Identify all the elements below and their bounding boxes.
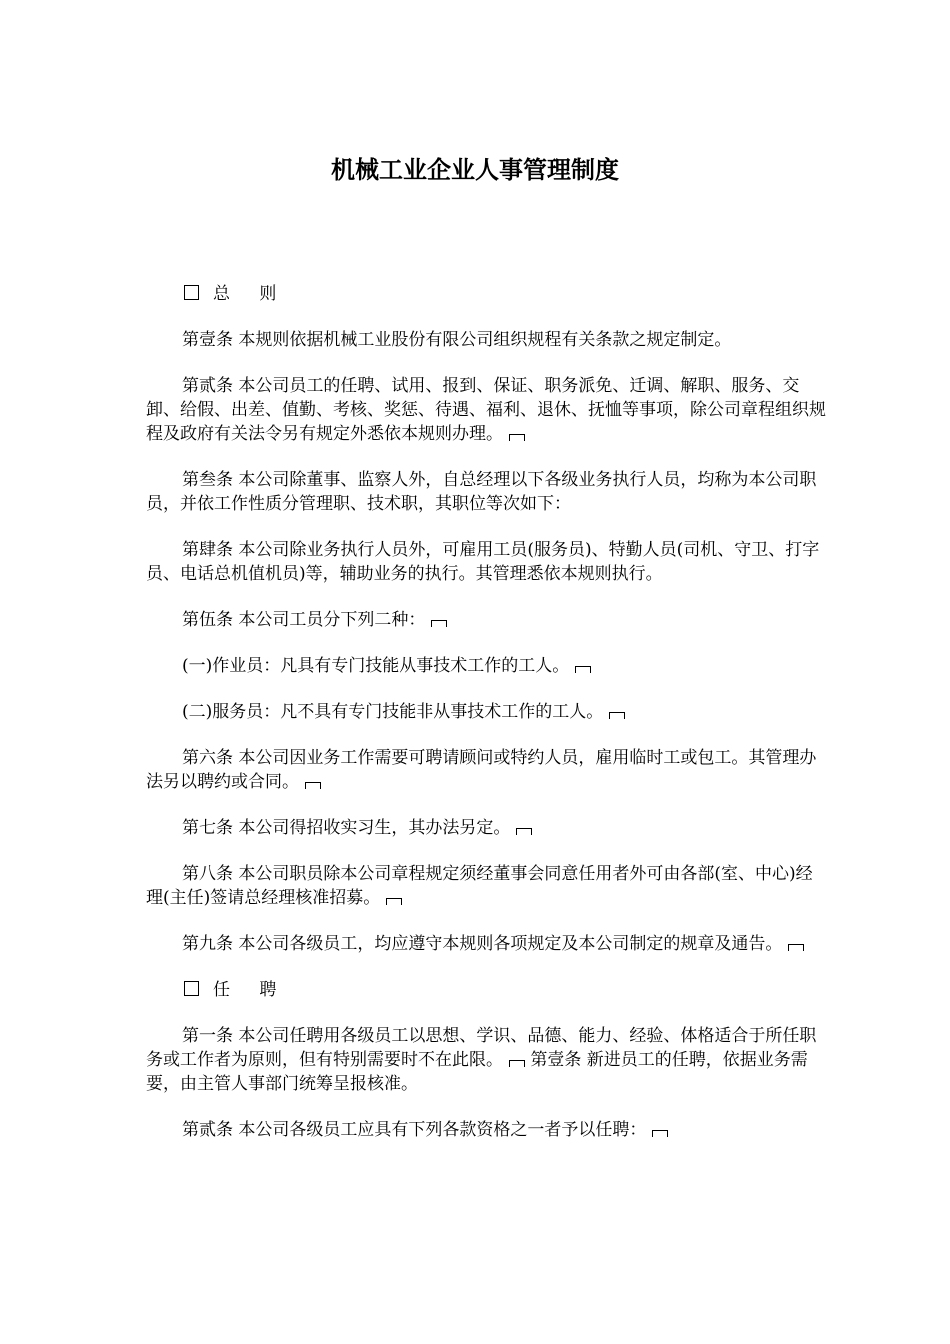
paragraph-end-mark-icon: [305, 782, 321, 789]
article-paragraph: 第八条 本公司职员除本公司章程规定须经董事会同意任用者外可由各部(室、中心)经理(主任)签请总经理核准招募。: [146, 864, 813, 908]
paragraph-end-mark-icon: [652, 1130, 668, 1137]
article-paragraph: 第肆条 本公司除业务执行人员外，可雇用工员(服务员)、特勤人员(司机、守卫、打字员、电话总机值机员)等，辅助业务的执行。其管理悉依本规则执行。: [146, 540, 820, 584]
paragraph-end-mark-icon: [509, 1060, 525, 1067]
checkbox-square-icon: [184, 285, 199, 300]
checkbox-square-icon: [184, 981, 199, 996]
article-paragraph: 第贰条 本公司各级员工应具有下列各款资格之一者予以任聘：: [146, 1118, 826, 1142]
paragraph-end-mark-icon: [386, 898, 402, 905]
paragraph-end-mark-icon: [431, 620, 447, 627]
paragraph-end-mark-icon: [516, 828, 532, 835]
article-paragraph: 第贰条 本公司员工的任聘、试用、报到、保证、职务派免、迁调、解职、服务、交卸、给假、出差、值勤、考核、奖惩、待遇、福利、退休、抚恤等事项，除公司章程组织规程及政府有关法令另有规定外悉依本规则办理。: [146, 376, 826, 444]
paragraph-end-mark-icon: [788, 944, 804, 951]
document-body: [146, 282, 826, 1164]
paragraph-end-mark-icon: [509, 434, 525, 441]
article-paragraph: 第叁条 本公司除董事、监察人外，自总经理以下各级业务执行人员，均称为本公司职员，并依工作性质分管理职、技术职，其职位等次如下：: [146, 470, 817, 514]
article-paragraph: 第伍条 本公司工员分下列二种：: [146, 608, 826, 632]
paragraph-end-mark-icon: [575, 666, 591, 673]
article-paragraph: (二)服务员：凡不具有专门技能非从事技术工作的工人。: [146, 700, 826, 724]
article-paragraph: 第九条 本公司各级员工，均应遵守本规则各项规定及本公司制定的规章及通告。: [146, 932, 826, 956]
article-paragraph: (一)作业员：凡具有专门技能从事技术工作的工人。: [146, 654, 826, 678]
article-paragraph: 第壹条 本规则依据机械工业股份有限公司组织规程有关条款之规定制定。: [182, 330, 732, 350]
section-heading-general: 总 则: [146, 282, 826, 306]
paragraph-end-mark-icon: [609, 712, 625, 719]
article-paragraph: 第七条 本公司得招收实习生，其办法另定。: [146, 816, 826, 840]
document-title: 机械工业企业人事管理制度: [331, 155, 619, 184]
article-paragraph: 第六条 本公司因业务工作需要可聘请顾问或特约人员，雇用临时工或包工。其管理办法另以聘约或合同。: [146, 748, 817, 792]
section-heading-appointment: 任 聘: [146, 978, 826, 1002]
article-paragraph: 第一条 本公司任聘用各级员工以思想、学识、品德、能力、经验、体格适合于所任职务或工作者为原则，但有特别需要时不在此限。 第壹条 新进员工的任聘，依据业务需要，由主管人事部门统筹呈报核准。: [146, 1026, 817, 1094]
